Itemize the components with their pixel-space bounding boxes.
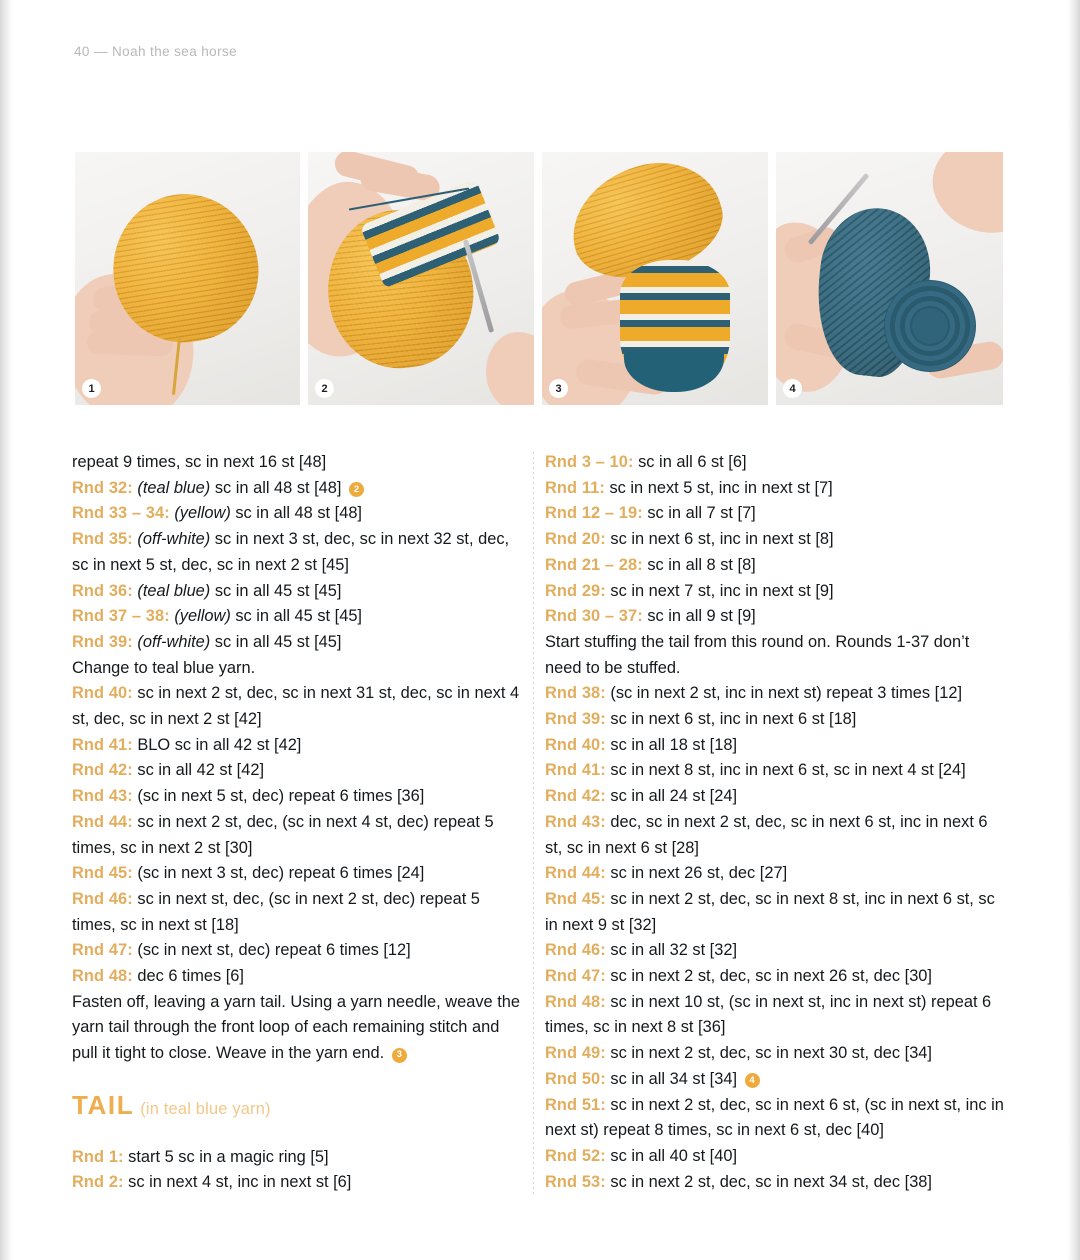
pattern-round-line: Rnd 30 – 37: sc in all 9 st [9] — [545, 607, 756, 626]
pattern-round-line: Rnd 52: sc in all 40 st [40] — [545, 1146, 738, 1165]
section-subtitle: (in teal blue yarn) — [140, 1099, 271, 1118]
right-column-lines — [545, 450, 1007, 1195]
round-label: Rnd 39: — [545, 710, 606, 729]
pattern-round-line: Rnd 20: sc in next 6 st, inc in next st [8] — [545, 530, 834, 549]
pattern-round-line: Rnd 11: sc in next 5 st, inc in next st [7] — [545, 478, 833, 497]
photo-strip — [75, 152, 1005, 405]
running-head: 40 — Noah the sea horse — [74, 44, 238, 59]
round-label: Rnd 20: — [545, 530, 606, 549]
pattern-round-line: Rnd 46: sc in all 32 st [32] — [545, 941, 738, 960]
pattern-round-line: Rnd 45: (sc in next 3 st, dec) repeat 6 times [24] — [72, 864, 425, 883]
pattern-round-line: Rnd 44: sc in next 2 st, dec, (sc in next 4 st, dec) repeat 5 times, sc in next 2 st [30] — [72, 812, 494, 857]
photo-step-4 — [776, 152, 1003, 405]
photo-reference-badge: 2 — [349, 482, 364, 497]
round-label: Rnd 30 – 37: — [545, 607, 643, 626]
yarn-color-note: (off-white) — [137, 530, 211, 549]
yarn-color-note: (off-white) — [137, 632, 211, 651]
pattern-round-line: Rnd 36: (teal blue) sc in all 45 st [45] — [72, 581, 342, 600]
pattern-note-line: Fasten off, leaving a yarn tail. Using a yarn needle, weave the yarn tail through the front loop of each remaining stitch and pull it tight to close. Weave in the yarn end. 3 — [72, 992, 520, 1063]
yarn-color-note: (teal blue) — [137, 581, 211, 600]
pattern-round-line: Rnd 40: sc in next 2 st, dec, sc in next 31 st, dec, sc in next 4 st, dec, sc in next 2 st [42] — [72, 684, 520, 729]
pattern-round-line: Rnd 33 – 34: (yellow) sc in all 48 st [48] — [72, 504, 362, 523]
photo-step-1 — [75, 152, 300, 405]
pattern-round-line: Rnd 1: start 5 sc in a magic ring [5] — [72, 1147, 329, 1166]
pattern-round-line: Rnd 53: sc in next 2 st, dec, sc in next 34 st, dec [38] — [545, 1172, 932, 1191]
round-label: Rnd 12 – 19: — [545, 504, 643, 523]
pattern-round-line: Rnd 47: sc in next 2 st, dec, sc in next 26 st, dec [30] — [545, 967, 932, 986]
yarn-color-note: (yellow) — [174, 607, 231, 626]
pattern-round-line: Rnd 3 – 10: sc in all 6 st [6] — [545, 453, 747, 471]
yarn-color-note: (yellow) — [174, 504, 231, 523]
pattern-round-line: Rnd 39: (off-white) sc in all 45 st [45] — [72, 632, 342, 651]
pattern-round-line: Rnd 43: dec, sc in next 2 st, dec, sc in next 6 st, inc in next 6 st, sc in next 6 st [28] — [545, 812, 988, 857]
pattern-round-line: Rnd 48: dec 6 times [6] — [72, 967, 244, 986]
round-label: Rnd 42: — [545, 787, 606, 806]
tail-curl-center — [912, 308, 948, 344]
round-label: Rnd 41: — [72, 735, 133, 754]
round-label: Rnd 43: — [545, 812, 606, 831]
pattern-round-line: Rnd 43: (sc in next 5 st, dec) repeat 6 times [36] — [72, 787, 425, 806]
round-label: Rnd 36: — [72, 581, 133, 600]
pattern-round-line: Rnd 41: sc in next 8 st, inc in next 6 st, sc in next 4 st [24] — [545, 761, 966, 780]
yarn-color-note: (teal blue) — [137, 478, 211, 497]
pattern-round-line: Rnd 38: (sc in next 2 st, inc in next st) repeat 3 times [12] — [545, 684, 963, 703]
pattern-round-line: Rnd 45: sc in next 2 st, dec, sc in next 8 st, inc in next 6 st, sc in next 9 st [32] — [545, 889, 995, 934]
pattern-round-line: Rnd 51: sc in next 2 st, dec, sc in next 6 st, (sc in next st, inc in next st) repeat 8 times, sc in next 6 st, dec [40] — [545, 1095, 1004, 1140]
round-label: Rnd 47: — [545, 967, 606, 986]
round-label: Rnd 21 – 28: — [545, 555, 643, 574]
pattern-round-line: Rnd 49: sc in next 2 st, dec, sc in next 30 st, dec [34] — [545, 1044, 932, 1063]
round-label: Rnd 32: — [72, 478, 133, 497]
pattern-round-line: Rnd 21 – 28: sc in all 8 st [8] — [545, 555, 756, 574]
round-label: Rnd 44: — [72, 812, 133, 831]
pattern-round-line: Rnd 42: sc in all 24 st [24] — [545, 787, 738, 806]
photo-badge: 4 — [783, 379, 802, 398]
round-label: Rnd 37 – 38: — [72, 607, 170, 626]
round-label: Rnd 43: — [72, 787, 133, 806]
section-heading-tail — [72, 1089, 524, 1123]
round-label: Rnd 47: — [72, 941, 133, 960]
pattern-round-line: Rnd 44: sc in next 26 st, dec [27] — [545, 864, 788, 883]
pattern-round-line: Rnd 29: sc in next 7 st, inc in next st [9] — [545, 581, 834, 600]
pattern-round-line: Rnd 41: BLO sc in all 42 st [42] — [72, 735, 302, 754]
pattern-note-line: repeat 9 times, sc in next 16 st [48] — [72, 453, 327, 471]
round-label: Rnd 1: — [72, 1147, 124, 1166]
pattern-round-line: Rnd 48: sc in next 10 st, (sc in next st, inc in next st) repeat 6 times, sc in next 8 st [36] — [545, 992, 992, 1037]
round-label: Rnd 48: — [72, 967, 133, 986]
round-label: Rnd 38: — [545, 684, 606, 703]
photo-step-3 — [542, 152, 768, 405]
section-title: TAIL — [72, 1089, 135, 1120]
pattern-round-line: Rnd 40: sc in all 18 st [18] — [545, 735, 738, 754]
column-divider — [533, 452, 534, 1197]
pattern-round-line: Rnd 35: (off-white) sc in next 3 st, dec, sc in next 32 st, dec, sc in next 5 st, dec, sc in next 2 st [45] — [72, 530, 510, 574]
round-label: Rnd 3 – 10: — [545, 453, 634, 471]
round-label: Rnd 41: — [545, 761, 606, 780]
left-column — [72, 450, 524, 1196]
round-label: Rnd 53: — [545, 1172, 606, 1191]
pattern-note-line: Start stuffing the tail from this round on. Rounds 1-37 don’t need to be stuffed. — [545, 632, 970, 677]
round-label: Rnd 49: — [545, 1044, 606, 1063]
round-label: Rnd 11: — [545, 478, 605, 497]
round-label: Rnd 35: — [72, 530, 133, 549]
pattern-note-line: Change to teal blue yarn. — [72, 658, 256, 677]
round-label: Rnd 44: — [545, 864, 606, 883]
left-column-section-lines — [72, 1145, 524, 1196]
round-label: Rnd 52: — [545, 1146, 606, 1165]
round-label: Rnd 33 – 34: — [72, 504, 170, 523]
pattern-round-line: Rnd 32: (teal blue) sc in all 48 st [48] 2 — [72, 476, 524, 502]
round-label: Rnd 40: — [72, 684, 133, 703]
round-label: Rnd 46: — [72, 889, 133, 908]
round-label: Rnd 50: — [545, 1069, 606, 1088]
round-label: Rnd 39: — [72, 632, 133, 651]
pattern-round-line: Rnd 42: sc in all 42 st [42] — [72, 761, 265, 780]
pattern-round-line: Rnd 37 – 38: (yellow) sc in all 45 st [45] — [72, 607, 362, 626]
pattern-round-line: Rnd 2: sc in next 4 st, inc in next st [6] — [72, 1173, 352, 1192]
page-left-shadow — [0, 0, 14, 1260]
round-label: Rnd 48: — [545, 992, 606, 1011]
round-label: Rnd 2: — [72, 1173, 124, 1192]
photo-reference-badge: 4 — [745, 1073, 760, 1088]
round-label: Rnd 42: — [72, 761, 133, 780]
right-column — [545, 450, 1007, 1195]
round-label: Rnd 40: — [545, 735, 606, 754]
round-label: Rnd 45: — [72, 864, 133, 883]
photo-badge: 2 — [315, 379, 334, 398]
page-right-shadow — [1066, 0, 1080, 1260]
pattern-round-line: Rnd 12 – 19: sc in all 7 st [7] — [545, 504, 756, 523]
pattern-round-line: Rnd 50: sc in all 34 st [34] 4 — [545, 1067, 1007, 1093]
photo-step-2 — [308, 152, 534, 405]
photo-badge: 1 — [82, 379, 101, 398]
pattern-round-line: Rnd 47: (sc in next st, dec) repeat 6 times [12] — [72, 941, 411, 960]
left-column-lines — [72, 450, 524, 1067]
round-label: Rnd 29: — [545, 581, 606, 600]
pattern-round-line: Rnd 46: sc in next st, dec, (sc in next 2 st, dec) repeat 5 times, sc in next st [18] — [72, 889, 480, 934]
pattern-round-line: Rnd 39: sc in next 6 st, inc in next 6 st [18] — [545, 710, 857, 729]
round-label: Rnd 45: — [545, 889, 606, 908]
photo-reference-badge: 3 — [392, 1048, 407, 1063]
round-label: Rnd 51: — [545, 1095, 606, 1114]
photo-badge: 3 — [549, 379, 568, 398]
round-label: Rnd 46: — [545, 941, 606, 960]
